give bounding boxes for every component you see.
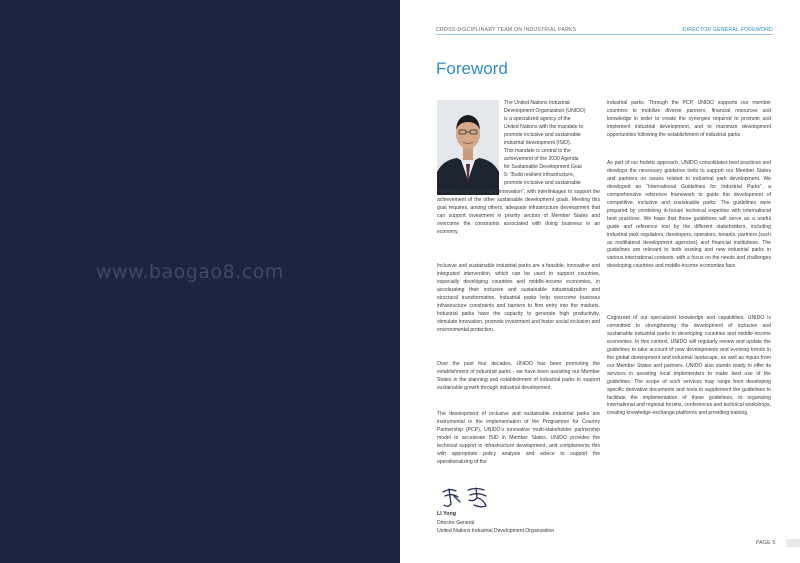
document-page (400, 0, 800, 563)
intro-line: The United Nations Industrial (504, 100, 570, 106)
header-divider (436, 34, 773, 35)
signatory-organization: United Nations Industrial Development Organization (437, 528, 555, 534)
signatory-name: LI Yong (437, 511, 456, 517)
intro-line: promote inclusive and sustainable (504, 131, 581, 138)
foreword-paragraph-4: The development of inclusive and sustainable industrial parks are instrumental in the implementation of the Programme for Country Partnership (PCP), UNIDO’s innovative multi-stakeholder partnership model to accelerate ISID in Member States. UNIDO provides the technical support in infrastructure development, and complements this with appropriate policy analysis and advice to support the operationalizing of the (437, 411, 600, 465)
intro-line: Development Organization (UNIDO) (504, 107, 586, 114)
intro-line: 9: “Build resilient infrastructure, (504, 171, 575, 178)
foreword-paragraph-5: industrial parks. Through the PCP, UNIDO supports our member countries to mobilize diverse partners, financial resources and knowledge in order to create the synergies required to promote and implement industrial development, and to maximize development opportunities following the establishment of industrial parks. (607, 100, 771, 138)
foreword-paragraph-6: As part of our holistic approach, UNIDO consolidates best practices and develops the necessary guidance tools to support our Member States and partners on issues related to industrial park development. We developed an “International Guidelines for Industrial Parks”, a comprehensive reference framework to guide the development of competitive, inclusive and sustainable parks. The guidelines were prepared by combining in-house technical expertise with international best practices. We hope that these guidelines will serve as a useful guide and reference tool by the different stakeholders, including industrial park regulators, developers, operators, tenants, partners (such as multilateral development agencies) and financial institutions. The guidelines are relevant to both existing and new industrial parks in various international contexts, with a focus on the needs and challenges developing countries and middle-income economies face. (607, 160, 771, 270)
intro-line: promote inclusive and sustainable (504, 179, 581, 186)
watermark-text: www.baogao8.com (96, 261, 284, 283)
page-number: PAGE 5 (756, 540, 776, 546)
intro-line: is a specialized agency of the (504, 115, 571, 122)
intro-line: This mandate is central to the (504, 147, 571, 154)
foreword-paragraph-1: industrialization and foster innovation”, with interlinkages to support the achievement of the other sustainable development goals. Meeting this goal requires, among others, adequate infrastructure development that can support investment in priority sectors of Member States and overcome the constraints associated with doing business in an economy. (437, 189, 600, 235)
intro-line: industrial development (ISID). (504, 139, 572, 146)
running-header-right: DIRECTOR GENERAL FOREWORD (682, 27, 773, 33)
foreword-paragraph-7: Cognizant of our specialized knowledge and capabilities, UNIDO is committed to strengthening the development of inclusive and sustainable industrial parks in developing countries and middle-income economies. In this context, UNIDO will regularly review and update the guidelines to take account of new developments and evolving trends in the global development and industrial landscape, as well as inputs from our Member States and partners. UNIDO also stands ready to offer its services in assisting local implementers to make best use of the guidelines. The scope of such services may range from developing specific derivative documents and tools to supplement the guidelines to facilitate the implementation of these guidelines, to organizing international and regional forums, conferences and technical workshops, creating knowledge-exchange platforms and providing training. (607, 315, 771, 417)
intro-line: for Sustainable Development Goal (504, 163, 582, 170)
signatory-role: Director General (437, 520, 475, 526)
intro-line: achievement of the 2030 Agenda (504, 155, 579, 162)
portrait-photo-icon (437, 100, 499, 195)
running-header-left: CROSS-DISCIPLINARY TEAM ON INDUSTRIAL PARKS (436, 27, 577, 33)
page-title: Foreword (436, 59, 508, 78)
intro-line: United Nations with the mandate to (504, 123, 584, 130)
foreword-paragraph-3: Over the past four decades, UNIDO has been promoting the establishment of industrial parks - we have been assisting our Member States in the planning and establishment of industrial parks to support sustainable growth through industrial development. (437, 361, 600, 391)
intro-lines-block (504, 100, 600, 187)
foreword-paragraph-2: Inclusive and sustainable industrial parks are a feasible, innovative and integrated intervention, which can be used to support countries, especially developing countries and middle-income economies, in accelerating their inclusive and sustainable industrialization and structural transformation. Industrial parks help overcome business infrastructure constraints and barriers to firm entry into the markets. Industrial parks have the capacity to generate high productivity, stimulate innovation, promote investment and foster social inclusion and environmental protection. (437, 263, 600, 333)
footer-tab (786, 539, 800, 547)
